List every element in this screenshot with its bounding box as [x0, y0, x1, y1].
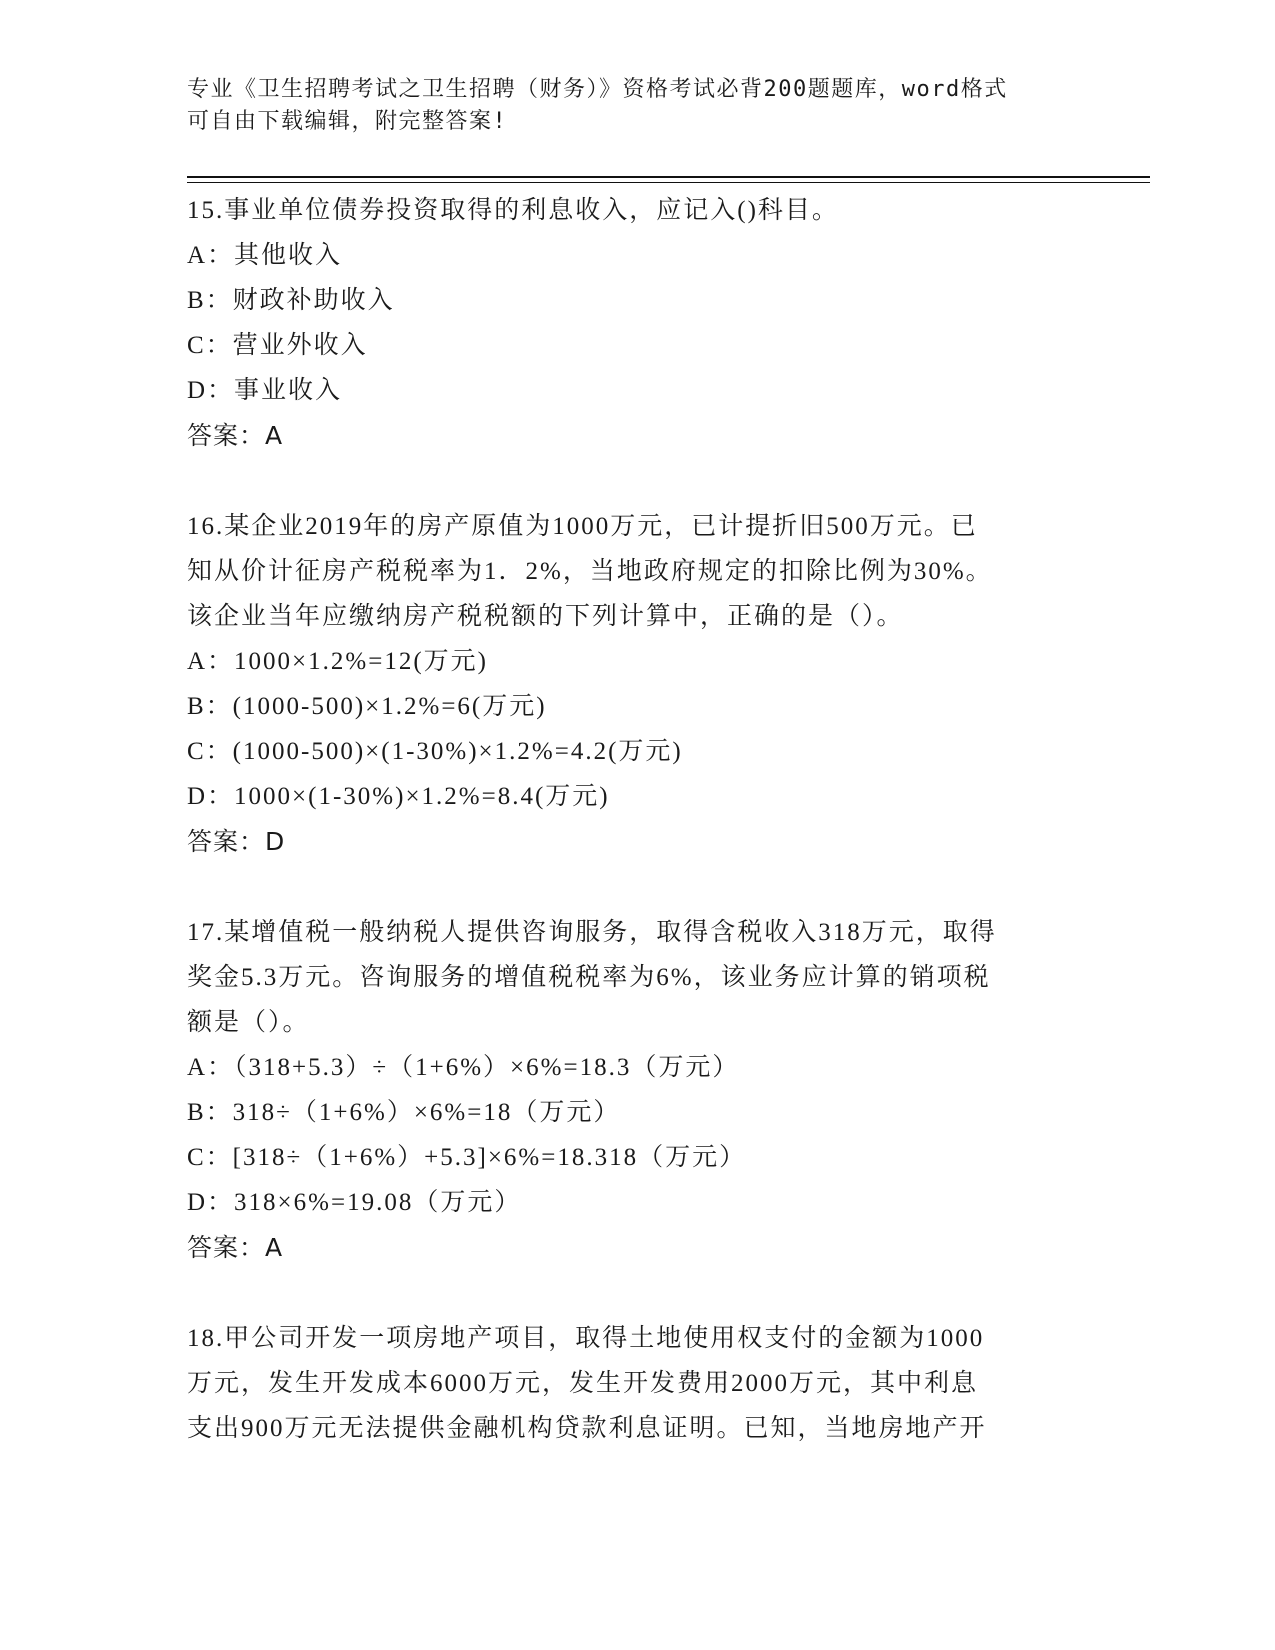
option-c: C：(1000-500)×(1-30%)×1.2%=4.2(万元)	[187, 738, 683, 765]
option-b: B：318÷（1+6%）×6%=18（万元）	[187, 1099, 621, 1126]
option-b: B：财政补助收入	[187, 287, 395, 314]
option-d: D：318×6%=19.08（万元）	[187, 1189, 522, 1216]
question-stem-line: 知从价计征房产税税率为1．2%，当地政府规定的扣除比例为30%。	[187, 558, 993, 585]
question-18	[187, 1316, 1087, 1451]
option-d: D：事业收入	[187, 377, 343, 404]
question-stem-line: 15.事业单位债券投资取得的利息收入，应记入()科目。	[187, 197, 839, 224]
question-17	[187, 910, 1087, 1270]
question-stem-line: 万元，发生开发成本6000万元，发生开发费用2000万元，其中利息	[187, 1370, 979, 1397]
question-15	[187, 188, 1087, 458]
option-a: A：其他收入	[187, 242, 343, 269]
document-header	[187, 74, 1067, 138]
question-stem-line: 16.某企业2019年的房产原值为1000万元，已计提折旧500万元。已	[187, 513, 978, 540]
question-stem-line: 奖金5.3万元。咨询服务的增值税税率为6%，该业务应计算的销项税	[187, 964, 991, 991]
header-divider-thick	[187, 176, 1150, 178]
question-stem-line: 该企业当年应缴纳房产税税额的下列计算中，正确的是（）。	[187, 603, 904, 630]
option-a: A：（318+5.3）÷（1+6%）×6%=18.3（万元）	[187, 1054, 740, 1081]
question-stem-line: 额是（）。	[187, 1009, 310, 1036]
question-list	[187, 188, 1087, 1497]
header-line-1: 专业《卫生招聘考试之卫生招聘（财务）》资格考试必背200题题库，word格式	[187, 77, 1008, 102]
answer-line: 答案：D	[187, 827, 286, 856]
header-divider-thin	[187, 182, 1150, 183]
answer-line: 答案：A	[187, 1233, 284, 1262]
header-line-2: 可自由下载编辑，附完整答案!	[187, 109, 508, 134]
question-stem-line: 支出900万元无法提供金融机构贷款利息证明。已知，当地房地产开	[187, 1415, 987, 1442]
option-a: A：1000×1.2%=12(万元)	[187, 648, 488, 675]
option-c: C：营业外收入	[187, 332, 368, 359]
option-c: C：[318÷（1+6%）+5.3]×6%=18.318（万元）	[187, 1144, 747, 1171]
question-stem-line: 18.甲公司开发一项房地产项目，取得土地使用权支付的金额为1000	[187, 1325, 985, 1352]
answer-line: 答案：A	[187, 421, 284, 450]
option-d: D：1000×(1-30%)×1.2%=8.4(万元)	[187, 783, 610, 810]
option-b: B：(1000-500)×1.2%=6(万元)	[187, 693, 547, 720]
question-stem-line: 17.某增值税一般纳税人提供咨询服务，取得含税收入318万元，取得	[187, 919, 997, 946]
question-16	[187, 504, 1087, 864]
